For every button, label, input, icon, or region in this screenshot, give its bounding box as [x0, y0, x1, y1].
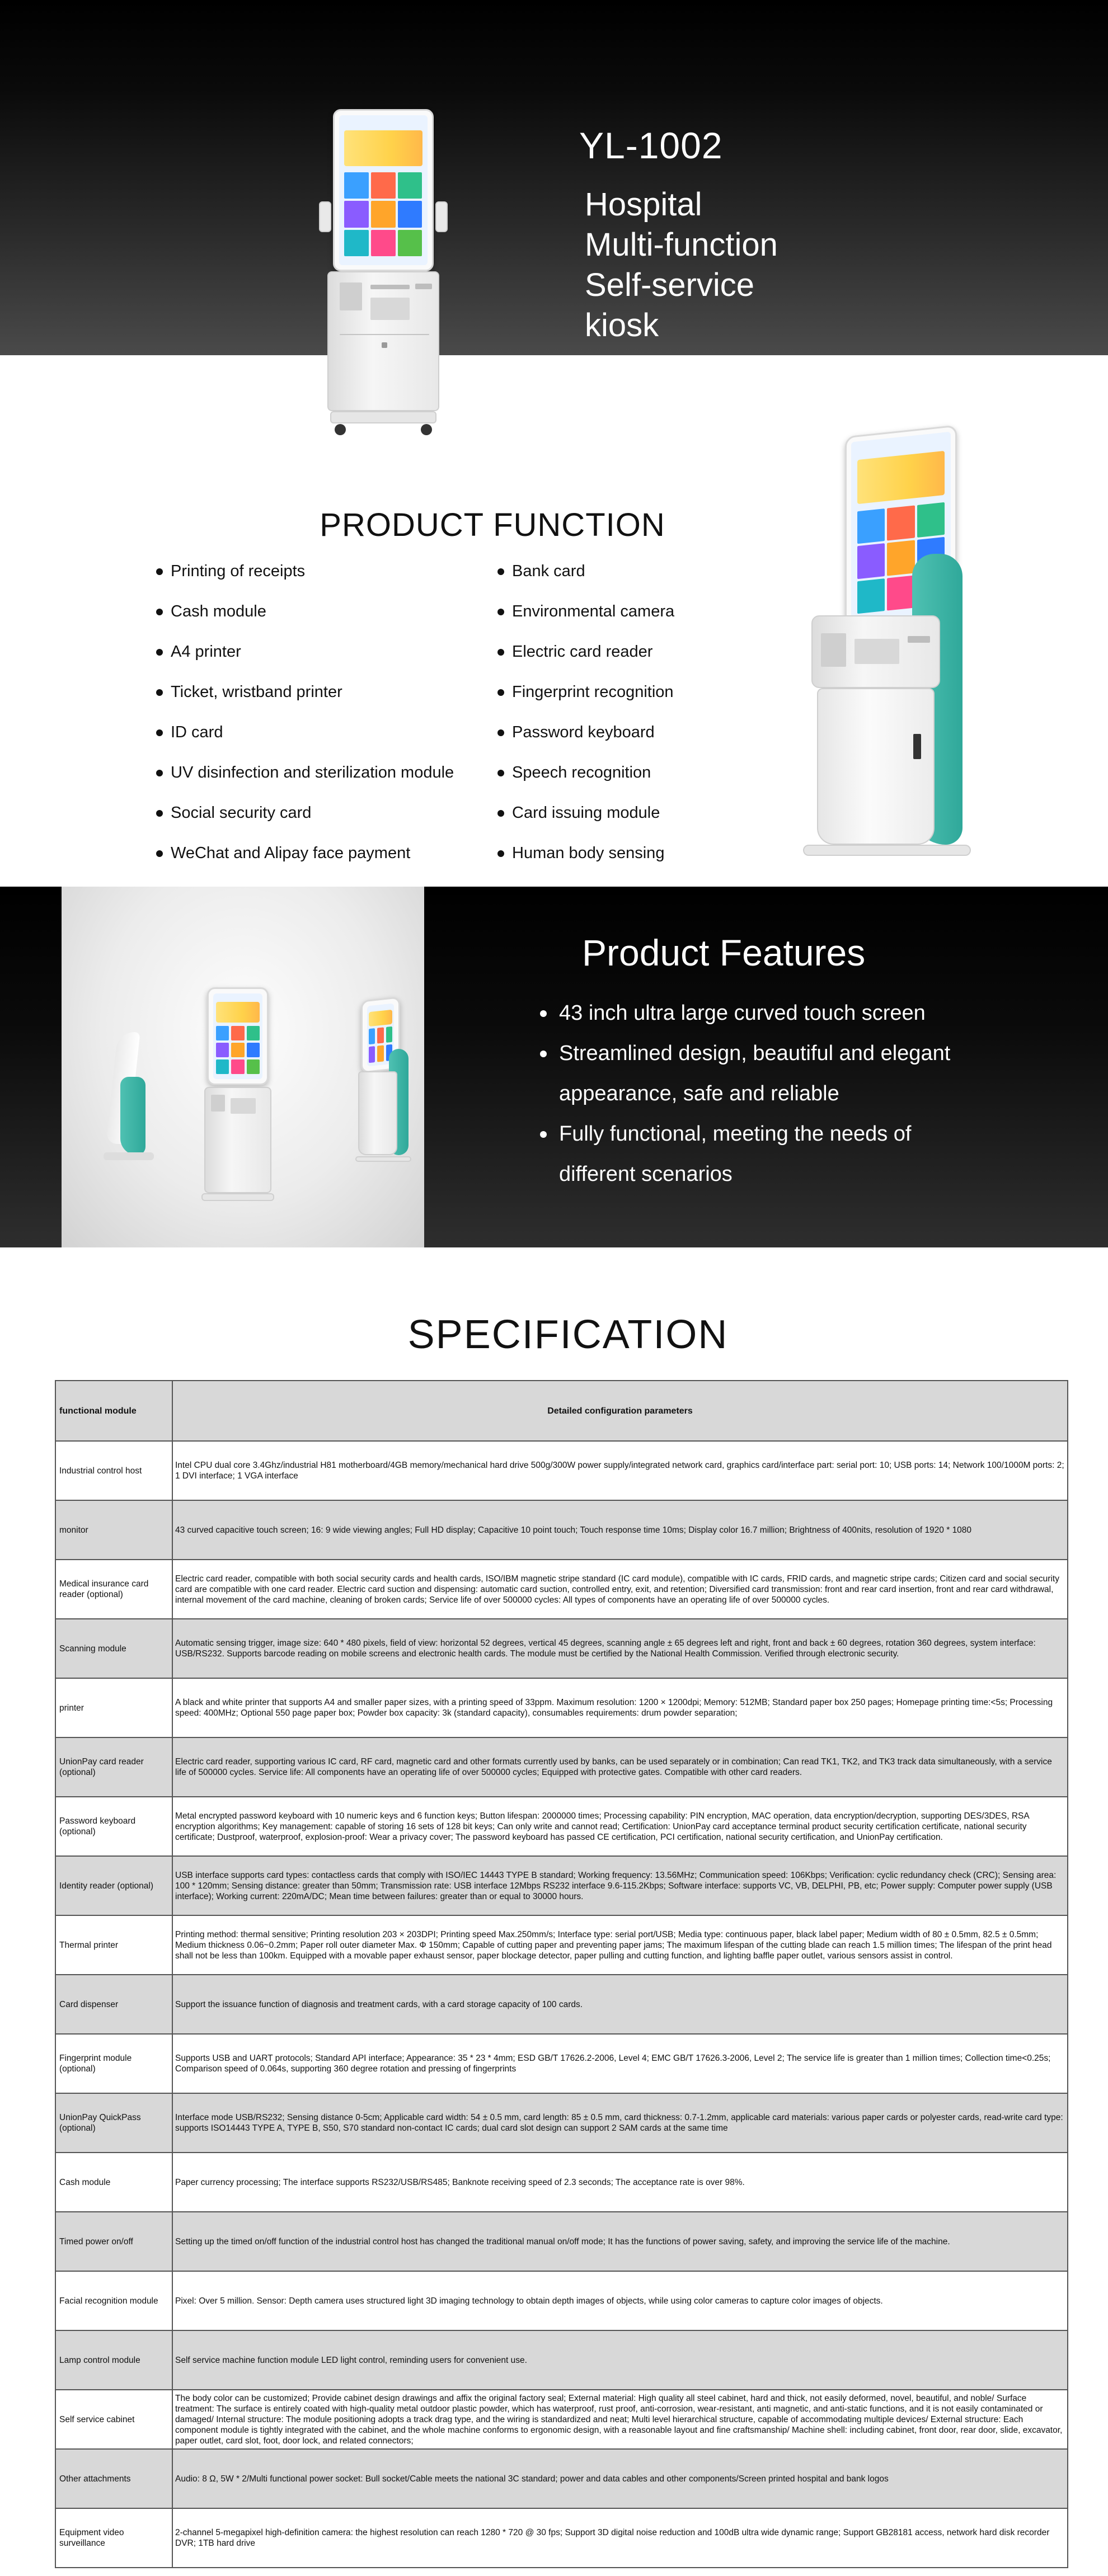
- bullet-icon: [156, 568, 163, 575]
- spec-section-title: SPECIFICATION: [407, 1312, 729, 1357]
- bullet-icon: [497, 649, 504, 656]
- module-params-cell: Audio: 8 Ω, 5W * 2/Multi functional power socket: Bull socket/Cable meets the national 3C standard; power and data cables and other components/Screen printed hospital and bank logos: [172, 2449, 1068, 2508]
- bullet-icon: [497, 770, 504, 776]
- module-name-cell: Thermal printer: [55, 1915, 172, 1975]
- bullet-icon: [497, 609, 504, 615]
- bullet-icon: [156, 689, 163, 696]
- module-params-cell: Automatic sensing trigger, image size: 640 * 480 pixels, field of view: horizontal 52 degrees, vertical 45 degrees, scanning angle ± 65 degrees left and right, front and back ± 60 degrees, rotation 360 degrees, system interface: USB/RS232. Supports barcode reading on mobile screens and electronic health cards. The module must be certified by the National Health Commission. Verified through electronic security.: [172, 1619, 1068, 1678]
- module-name-cell: Identity reader (optional): [55, 1856, 172, 1915]
- bullet-icon: [156, 850, 163, 857]
- function-item: Card issuing module: [495, 804, 674, 844]
- function-item: Ticket, wristband printer: [154, 683, 454, 723]
- module-params-cell: Self service machine function module LED light control, reminding users for convenient use.: [172, 2330, 1068, 2390]
- function-item: Environmental camera: [495, 602, 674, 643]
- column-header: functional module: [55, 1381, 172, 1441]
- table-row: [55, 1441, 1068, 1500]
- table-row: [55, 2034, 1068, 2093]
- function-item: Speech recognition: [495, 764, 674, 804]
- module-name-cell: Password keyboard (optional): [55, 1797, 172, 1856]
- hero-kiosk-image: [302, 101, 459, 453]
- spec-table: [55, 1380, 1068, 2568]
- module-params-cell: The body color can be customized; Provide cabinet design drawings and affix the original factory seal; External material: High quality all steel cabinet, hard and thick, not easily deformed, novel, beautiful, and noble/ Surface treatment: The surface is entirely coated with high-quality metal outdoor plastic powder, which has waterproof, rust proof, anti-corrosion, wear-resistant, anti magnetic, and anti-static functions, and it is not easily contaminated or damaged/ Internal structure: The module positioning adopts a track drag type, and the wiring is standardized and neat; Multi level hierarchical structure, capable of accommodating multiple devices/ External structure: Each component module is tightly integrated with the cabinet, and the whole machine conforms to ergonomic design, with a reasonable layout and fine craftsmanship/ Machine shell: including cabinet, front door, rear door, slide, excavator, paper outlet, card slot, foot, door lock, and related connectors;: [172, 2390, 1068, 2449]
- features-photo: [62, 887, 424, 1247]
- function-kiosk-image: [783, 425, 996, 873]
- table-row: [55, 2153, 1068, 2212]
- module-name-cell: UnionPay card reader (optional): [55, 1737, 172, 1797]
- product-name-line: kiosk: [585, 307, 659, 343]
- module-name-cell: Cash module: [55, 2153, 172, 2212]
- function-item: WeChat and Alipay face payment: [154, 844, 454, 884]
- module-params-cell: Printing method: thermal sensitive; Printing resolution 203 × 203DPI; Printing speed Max.250mm/s; Interface type: serial port/USB; Media type: continuous paper, black label paper; Medium width of 80 ± 0.5mm, 82.5 ± 0.5mm; Medium thickness 0.06~0.2mm; Paper roll outer diameter Max. Φ 150mm; Capable of cutting paper and preventing paper jams; The maximum lifespan of the cutting blade can reach 1.5 million times; The lifespan of the print head shall not be less than 100km. Equipped with a movable paper exhaust sensor, paper blockage detector, paper pulling and cutting function, and lighting baffle paper outlet, various sensors assist in control.: [172, 1915, 1068, 1975]
- function-item: Social security card: [154, 804, 454, 844]
- module-name-cell: Industrial control host: [55, 1441, 172, 1500]
- module-params-cell: Electric card reader, compatible with both social security cards and health cards, ISO/IBM magnetic stripe standard (IC card module), compatible with IC cards, FRID cards, and magnetic stripe cards; Citizen card and social security card are compatible with one card reader. Electric card suction and dispensing: automatic card suction, controlled entry, exit, and retention; Diversified card transmission: front and rear card insertion, front and rear card withdrawal, internal movement of the card machine, cleaning of broken cards; Service life of over 500000 cycles: All types of components have an operating life of over 500000 cycles.: [172, 1560, 1068, 1619]
- module-params-cell: Paper currency processing; The interface supports RS232/USB/RS485; Banknote receiving speed of 2.3 seconds; The acceptance rate is over 98%.: [172, 2153, 1068, 2212]
- bullet-icon: [540, 1010, 547, 1017]
- bullet-icon: [497, 568, 504, 575]
- table-row: [55, 2390, 1068, 2449]
- module-params-cell: Setting up the timed on/off function of the industrial control host has changed the traditional manual on/off mode; It has the functions of power saving, safety, and improving the service life of the machine.: [172, 2212, 1068, 2271]
- bullet-icon: [497, 810, 504, 817]
- bullet-icon: [156, 649, 163, 656]
- kiosk-angle-view: [353, 999, 414, 1166]
- module-params-cell: Pixel: Over 5 million. Sensor: Depth camera uses structured light 3D imaging technology to obtain depth images of objects, while using color cameras to capture color images of objects.: [172, 2271, 1068, 2330]
- module-params-cell: Intel CPU dual core 3.4Ghz/industrial H81 motherboard/4GB memory/mechanical hard drive 500g/300W power supply/integrated network card, graphics card/interface part: serial port: 10; USB ports: 14; Network 100/1000M ports: 2; 1 DVI interface; 1 VGA interface: [172, 1441, 1068, 1500]
- product-name-line: Self-service: [585, 267, 754, 303]
- function-item: Fingerprint recognition: [495, 683, 674, 723]
- table-row: [55, 1678, 1068, 1737]
- module-params-cell: Interface mode USB/RS232; Sensing distance 0-5cm; Applicable card width: 54 ± 0.5 mm, card length: 85 ± 0.5 mm, card thickness: 0.7-1.2mm, applicable card materials: various paper cards or polyester cards, read-write card type: supports ISO14443 TYPE A, TYPE B, S50, S70 standard non-contact IC cards; dual card slot design can support 2 SAM cards at the same time: [172, 2093, 1068, 2153]
- function-item: A4 printer: [154, 643, 454, 683]
- module-params-cell: 43 curved capacitive touch screen; 16: 9 wide viewing angles; Full HD display; Capacitive 10 point touch; Touch response time 10ms; Display color 16.7 million; Brightness of 400nits, resolution of 1920 * 1080: [172, 1500, 1068, 1560]
- module-name-cell: Equipment video surveillance: [55, 2508, 172, 2568]
- table-row: [55, 2212, 1068, 2271]
- module-name-cell: Fingerprint module (optional): [55, 2034, 172, 2093]
- module-name-cell: Timed power on/off: [55, 2212, 172, 2271]
- table-row: [55, 1619, 1068, 1678]
- function-item: ID card: [154, 723, 454, 764]
- module-params-cell: Electric card reader, supporting various IC card, RF card, magnetic card and other formats currently used by banks, can be used separately or in combination; Can read TK1, TK2, and TK3 track data simultaneously, with a service life of 500000 cycles. Service life: All components have an operating life of over 500000 cycles; Equipped with protective gates. Compatible with other card readers.: [172, 1737, 1068, 1797]
- table-row: [55, 1915, 1068, 1975]
- module-name-cell: Self service cabinet: [55, 2390, 172, 2449]
- table-row: [55, 2271, 1068, 2330]
- table-header-row: [55, 1381, 1068, 1441]
- function-item: Electric card reader: [495, 643, 674, 683]
- bullet-icon: [540, 1131, 547, 1138]
- kiosk-front-view: [190, 987, 285, 1205]
- function-list-left: [154, 562, 454, 884]
- module-name-cell: UnionPay QuickPass (optional): [55, 2093, 172, 2153]
- hero-banner: [0, 0, 1108, 355]
- module-params-cell: Support the issuance function of diagnosis and treatment cards, with a card storage capacity of 100 cards.: [172, 1975, 1068, 2034]
- feature-item: Fully functional, meeting the needs of different scenarios: [540, 1114, 954, 1194]
- function-item: Printing of receipts: [154, 562, 454, 602]
- function-item: Password keyboard: [495, 723, 674, 764]
- table-row: [55, 1560, 1068, 1619]
- bullet-icon: [497, 729, 504, 736]
- table-row: [55, 1797, 1068, 1856]
- module-name-cell: Facial recognition module: [55, 2271, 172, 2330]
- module-name-cell: Other attachments: [55, 2449, 172, 2508]
- features-list: [540, 993, 1044, 1194]
- bullet-icon: [156, 609, 163, 615]
- product-name-line: Multi-function: [585, 227, 778, 263]
- table-row: [55, 2093, 1068, 2153]
- module-params-cell: 2-channel 5-megapixel high-definition camera: the highest resolution can reach 1280 * 720 @ 30 fps; Support 3D digital noise reduction and 100dB ultra wide dynamic range; Support GB28181 access, network hard disk recorder DVR; 1TB hard drive: [172, 2508, 1068, 2568]
- module-name-cell: Medical insurance card reader (optional): [55, 1560, 172, 1619]
- features-section-title: Product Features: [582, 932, 866, 973]
- module-name-cell: printer: [55, 1678, 172, 1737]
- table-row: [55, 1737, 1068, 1797]
- function-item: Bank card: [495, 562, 674, 602]
- module-params-cell: Metal encrypted password keyboard with 10 numeric keys and 6 function keys; Button lifespan: 2000000 times; Processing capability: PIN encryption, MAC operation, data encryption/decryption, supporting DES/3DES, RSA encryption algorithms; Key management: capable of storing 16 sets of 128 bit keys; Can only write and cannot read; Certification: UnionPay card acceptance terminal product security certification certificate, national security certificate; Dustproof, waterproof, explosion-proof: Wear a privacy cover; The password keyboard has passed CE certification, PCI certification, national security certification, and UnionPay certification.: [172, 1797, 1068, 1856]
- module-name-cell: monitor: [55, 1500, 172, 1560]
- function-item: UV disinfection and sterilization module: [154, 764, 454, 804]
- module-params-cell: USB interface supports card types: contactless cards that comply with ISO/IEC 14443 TYPE B standard; Working frequency: 13.56MHz; Communication speed: 106Kbps; Verification: cyclic redundancy check (CRC); Sensing area: 100 * 120mm; Sensing distance: greater than 50mm; Transmission rate: USB interface 12Mbps RS232 interface 9.6-115.2Kbps; Software interface: supports VC, VB, DELPHI, PB, etc; Power supply: Computer power supply (USB interface); Working current: 220mA/DC; Mean time between failures: greater than or equal to 30000 hours.: [172, 1856, 1068, 1915]
- bullet-icon: [497, 850, 504, 857]
- function-section-title: PRODUCT FUNCTION: [320, 507, 665, 543]
- feature-item: Streamlined design, beautiful and elegant appearance, safe and reliable: [540, 1033, 999, 1114]
- bullet-icon: [156, 810, 163, 817]
- bullet-icon: [156, 729, 163, 736]
- table-row: [55, 2508, 1068, 2568]
- module-params-cell: Supports USB and UART protocols; Standard API interface; Appearance: 35 * 23 * 4mm; ESD GB/T 17626.2-2006, Level 4; EMC GB/T 17626.3-2006, Level 2; The service life is greater than 1 million times; Collection time<0.25s; Comparison speed of 0.064s, supporting 360 degree rotation and pressing of fingerprints: [172, 2034, 1068, 2093]
- product-name-line: Hospital: [585, 186, 702, 223]
- bullet-icon: [497, 689, 504, 696]
- function-item: Human body sensing: [495, 844, 674, 884]
- product-model: YL-1002: [579, 125, 723, 166]
- column-header: Detailed configuration parameters: [172, 1381, 1068, 1441]
- product-name: [585, 185, 921, 346]
- kiosk-screen: [333, 109, 434, 271]
- table-row: [55, 2330, 1068, 2390]
- table-row: [55, 2449, 1068, 2508]
- module-name-cell: Card dispenser: [55, 1975, 172, 2034]
- module-params-cell: A black and white printer that supports A4 and smaller paper sizes, with a printing speed of 33ppm. Maximum resolution: 1200 × 1200dpi; Memory: 512MB; Standard paper box 250 pages; Homepage printing time:<5s; Processing speed: 400MHz; Optional 550 page paper box; Powder box capacity: 3k (standard capacity), consumables requirements: drum powder separation;: [172, 1678, 1068, 1737]
- function-list-right: [495, 562, 674, 884]
- table-row: [55, 1500, 1068, 1560]
- bullet-icon: [540, 1051, 547, 1057]
- bullet-icon: [156, 770, 163, 776]
- table-row: [55, 1856, 1068, 1915]
- feature-item: 43 inch ultra large curved touch screen: [540, 993, 1044, 1033]
- kiosk-side-view: [101, 1032, 151, 1161]
- function-item: Cash module: [154, 602, 454, 643]
- module-name-cell: Lamp control module: [55, 2330, 172, 2390]
- module-name-cell: Scanning module: [55, 1619, 172, 1678]
- table-row: [55, 1975, 1068, 2034]
